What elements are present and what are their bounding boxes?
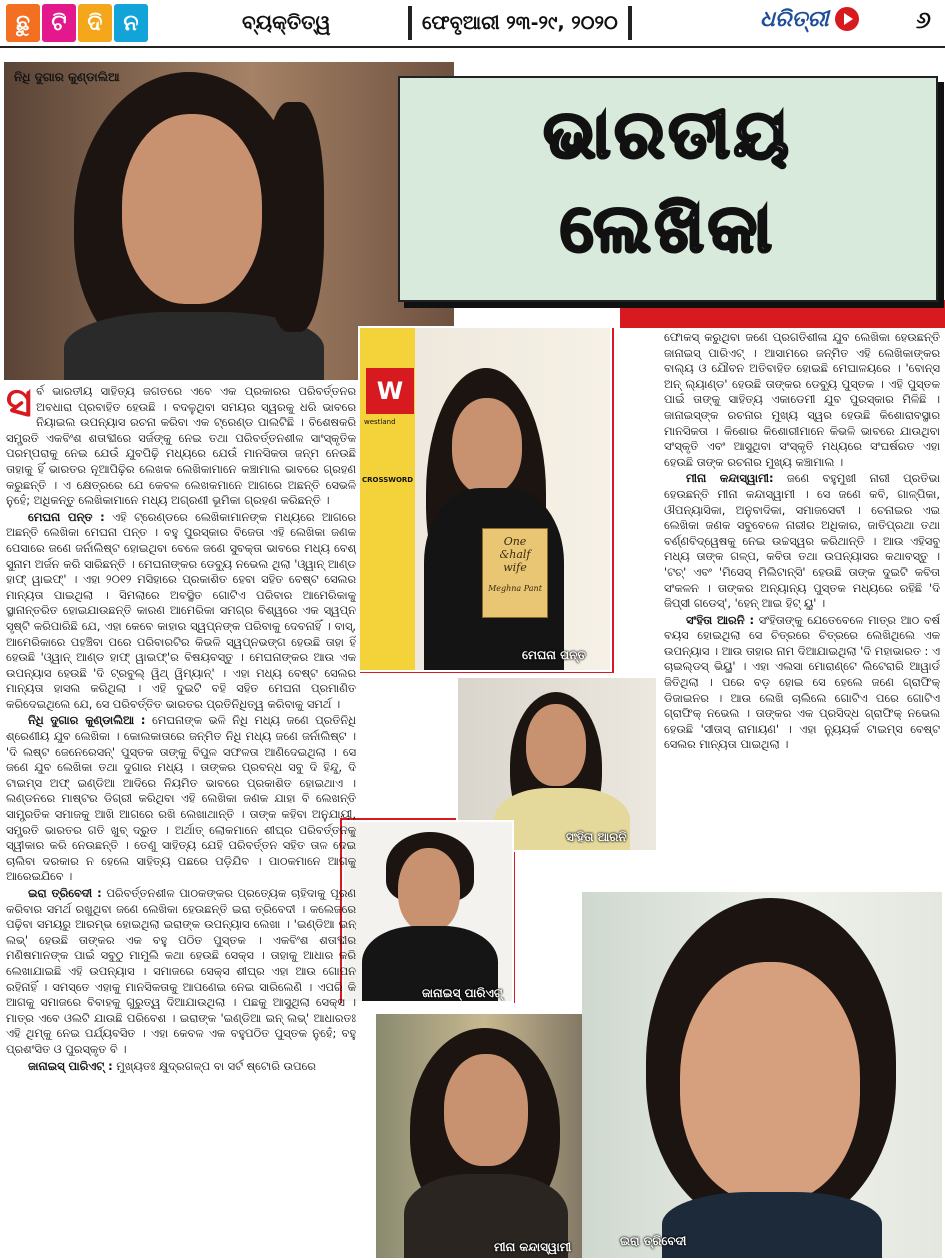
book-title-1: One: [503, 535, 527, 548]
photo-ira: [582, 892, 942, 1258]
samhita-text: ସଂହିତାଙ୍କୁ ଯେତେବେଳେ ମାତ୍ର ଆଠ ବର୍ଷ ବୟସ ହୋଇଥିଲା ସେ ଚିତ୍ରରେ ଚିତ୍ରରେ ଲେଖିଥିଲେ ଏକ ଉପନ୍ୟାସ । ଆଉ ତାହାର ନାମ ଦିଆଯାଇଥିଲା 'ଦି ମହାଭାରତ : ଏ ଚାଇଲ୍ଡସ୍ ଭିୟୁ' । ଏହା ଏଲସା ମୋରାଣ୍ଟେ ଲିଟେରାରି ଆୱାର୍ଡ ଜିତିଥିଲା । ପରେ ବଡ଼ ହୋଇ ସେ ହେଲେ ଜଣେ ଗ୍ରାଫିକ୍ ଡିଜାଇନର । ଆଉ ଲେଖି ଚାଲିଲେ ଗୋଟିଏ ପରେ ଗୋଟିଏ ଗ୍ରାଫିକ୍ ନଭେଲ । ତାଙ୍କର ଏକ ପ୍ରସିଦ୍ଧ ଗ୍ରାଫିକ୍ ନଭେଲ ହେଉଛି 'ସୀତାସ୍ ରାମାୟଣ' । ଏହା ନ୍ୟୁୟର୍କ ଟାଇମ୍ସ ବେଷ୍ଟ ସେଲର ମାନ୍ୟତା ପାଇଥିଲା ।: [664, 612, 940, 752]
meena-paragraph: [664, 471, 940, 611]
section-brand: [6, 4, 148, 42]
publisher-logo: W: [366, 368, 414, 414]
photo-caption-samhita: ସଂହିତା ଆରନି: [566, 830, 627, 844]
intro-text: ର୍ବ ଭାରତୀୟ ସାହିତ୍ୟ ଜଗତରେ ଏବେ ଏକ ପ୍ରକାରର ପରିବର୍ତ୍ତନର ଅବଧାରା ପ୍ରବାହିତ ହେଉଛି । ବଦଳୁଥିବା ସମୟର ସ୍ୱରକୁ ଧରି ଭାବରେ ନିୟାଇଲ ଉପନ୍ୟାସ ରଚନା କରିବା ଏକ ଟ୍ରେଣ୍ଡ ପାଲଟିଛି । ବିଶେଷକରି ସମ୍ପ୍ରତି ଏକବିଂଶ ଶତାବ୍ଦୀରେ ସର୍ଜଙ୍କୁ ନେଇ ତଥା ପରିବର୍ତ୍ତନଶୀଳ ସାଂସ୍କୃତିକ ପରମ୍ପରାକୁ ନେଇ ଯେଉଁ ଯୁବପିଢ଼ି ମଧ୍ୟରେ ଯେଉଁ ମାନସିକତା ଜନ୍ମ ନେଉଛି ତାହାକୁ ହିଁ ଭାରତର ନୂଆପିଢ଼ିର ଲେଖକ ଲେଖିକାମାନେ କଞ୍ଚାମାଲ ଭାବରେ ଗ୍ରହଣ କରୁଛନ୍ତି । ଏ କ୍ଷେତ୍ରରେ ଯେ କେବଳ ଲେଖକମାନେ ଆଗରେ ଅଛନ୍ତି ସେଭଳି ନୁହେଁ; ଅଧିକନ୍ତୁ ଲେଖିକାମାନେ ମଧ୍ୟ ଅଗ୍ରଣୀ ଭୂମିକା ଗ୍ରହଣ କରିଛନ୍ତି ।: [6, 384, 356, 508]
nidhi-heading: ନିଧି ଦୁଗାର କୁଣ୍ଡାଲିଆ :: [28, 713, 146, 728]
book-author: Meghna Pant: [488, 584, 542, 593]
article-left-column: [6, 384, 356, 1258]
photo-caption-meena: ମୀନା କନ୍ଦାସ୍ୱାମୀ: [494, 1240, 572, 1254]
nidhi-paragraph: [6, 713, 356, 885]
meena-text: ଜଣେ ବହୁମୁଖୀ ନାରୀ ପ୍ରତିଭା ହେଉଛନ୍ତି ମୀନା କନ୍ଦାସ୍ୱାମୀ । ସେ ଜଣେ କବି, ଗାଳ୍ପିକା, ଔପନ୍ୟାସିକା, ଅନୁବାଦିକା, ସମାଜସେବୀ । ଚେନାଇର ଏଇ ଲେଖିକା ଜଣକ ସବୁବେଳେ ନାରୀର ଅଧିକାର, ଜାତିପ୍ରଥା ତଥା ବର୍ଣ୍ଣବିଦ୍ୱେଷକୁ ନେଇ ଉଚ୍ଚସ୍ୱର କରିଥାନ୍ତି । ଆଉ ଏହିସବୁ ମଧ୍ୟ ତାଙ୍କ ଗଳ୍ପ, କବିତା ତଥା ଉପନ୍ୟାସର କଥାବସ୍ତୁ । 'ଟଚ୍' ଏବଂ 'ମିସେସ୍ ମିଲିଟାନ୍ସି' ହେଉଛି ତାଙ୍କ ଦୁଇଟି କବିତା ସଂକଳନ । ତାଙ୍କର ଅନ୍ୟାନ୍ୟ ପୁସ୍ତକ ମଧ୍ୟରେ ରହିଛି 'ଦି ଜିପ୍ସୀ ଗଡେସ୍', 'ହେନ୍ ଆଇ ହିଟ୍ ୟୁ' ।: [664, 471, 940, 611]
page-number: ୬: [915, 6, 931, 34]
brand-letter-4: ନ: [114, 4, 148, 42]
samhita-paragraph: [664, 613, 940, 753]
play-icon: [835, 7, 859, 31]
janice-paragraph: [6, 1059, 356, 1075]
title-line-1: ଭାରତୀୟ: [543, 96, 793, 173]
photo-meena: [376, 1014, 594, 1258]
title-red-band: [620, 300, 945, 328]
intro-paragraph: [6, 384, 356, 509]
section-title: ବ୍ୟକ୍ତିତ୍ୱ: [242, 10, 331, 34]
drop-cap: ସ: [6, 384, 33, 426]
janice-text: ମୁଖ୍ୟତଃ କ୍ଷୁଦ୍ରଗଳ୍ପ ବା ସର୍ଟ ଷ୍ଟୋରି ଉପରେ: [116, 1058, 316, 1073]
newspaper-name: ଧରିତ୍ରୀ: [760, 6, 829, 32]
brand-letter-1: ଛୁ: [6, 4, 40, 42]
photo-caption-ira: ଇରା ତ୍ରିବେଦୀ: [620, 1234, 687, 1248]
ira-heading: ଇରା ତ୍ରିବେଦୀ :: [28, 886, 102, 900]
page-header: [0, 0, 945, 48]
book-cover: [482, 528, 548, 618]
publisher-name: westland: [364, 418, 396, 426]
photo-caption-janice: ଜାନାଇସ୍ ପାରିଏଟ୍: [422, 986, 503, 1000]
ira-paragraph: [6, 886, 356, 1058]
janice-continued: ଫୋକସ୍ କରୁଥିବା ଜଣେ ପ୍ରଗତିଶୀଳା ଯୁବ ଲେଖିକା ହେଉଛନ୍ତି ଜାନାଇସ୍ ପାରିଏଟ୍ । ଆସାମରେ ଜନ୍ମିତ ଏହି ଲେଖିକାଙ୍କର ବାଲ୍ୟ ଓ ଯୌବନ ଅତିବାହିତ ହୋଇଛି ମେଘାଳୟରେ । 'ବୋନ୍ସ ଅନ୍ ଲ୍ୟାଣ୍ଡ' ହେଉଛି ତାଙ୍କର ଡେବ୍ୟୁ ପୁସ୍ତକ । ଏହି ପୁସ୍ତକ ପାଇଁ ତାଙ୍କୁ ସାହିତ୍ୟ ଏକାଡେମୀ ଯୁବ ପୁରସ୍କାର ମିଳିଛି । ଜାନାଇସ୍‌ଙ୍କ ରଚନାର ମୁଖ୍ୟ ସ୍ୱର ହେଉଛି କିଶୋରାବସ୍ଥାର ମାନସିକତା । କିଶୋର କିଶୋରୀମାନେ କିଭଳି ଭାବରେ ଯାଉଥିବା ସଂସ୍କୃତି ଏବଂ ଆସୁଥିବା ସଂସ୍କୃତି ମଧ୍ୟରେ ସଂଘର୍ଷରତ ଏହା ହେଉଛି ତାଙ୍କ ରଚନାର ମୁଖ୍ୟ କଞ୍ଚାମାଲ ।: [664, 330, 940, 469]
meghna-paragraph: [6, 510, 356, 713]
photo-janice: [342, 820, 514, 1003]
newspaper-logo: [760, 6, 859, 32]
nidhi-text: ମେଘନାଙ୍କ ଭଳି ନିଧି ମଧ୍ୟ ଜଣେ ପ୍ରତିନିଧି ଶ୍ରେଣୀୟ ଯୁବ ଲେଖିକା । କୋଲକାତାରେ ଜନ୍ମିତ ନିଧି ମଧ୍ୟ ଜଣେ ଜର୍ନାଲିଷ୍ଟ । 'ଦି ଲଷ୍ଟ ଜେନେରେସନ୍' ପୁସ୍ତକ ତାଙ୍କୁ ବିପୁଳ ସଫଳତା ଆଣିଦେଇଥିଲା । ସେ ଜଣେ ଯୁବ ଲେଖିକା ତଥା ଦୁଗାର ମଧ୍ୟ । ତାଙ୍କର ପ୍ରବନ୍ଧ ସବୁ ଦି ହିନ୍ଦୁ, ଦି ଟାଇମ୍ସ ଅଫ୍ ଇଣ୍ଡିଆ ଆଦିରେ ନିୟମିତ ଭାବରେ ପ୍ରକାଶିତ ହୋଇଥାଏ । ଲଣ୍ଡନରେ ମାଷ୍ଟର ଡିଗ୍ରୀ କରିଥିବା ଏହି ଲେଖିକା ଜଣକ ଯାହା ବି ଲେଖନ୍ତି ସାମ୍ପ୍ରତିକ ସମାଜକୁ ଆଖି ଆଗରେ ରଖି ଲେଖାଥାନ୍ତି । ତାଙ୍କ କହିବା ଅନୁଯାୟୀ, ସମ୍ପ୍ରତି ଭାରତର ଗତି ଖୁବ୍ ଦ୍ରୁତ । ଅର୍ଥାତ୍ ଲୋକମାନେ ଶୀଘ୍ର ପରିବର୍ତ୍ତନକୁ ସ୍ୱୀକାର କରି ନେଉଛନ୍ତି । ତେଣୁ ସାହିତ୍ୟ ଯେହି ପରିବର୍ତ୍ତନ ସହିତ ତାଳ ଦେଇ ଚାଲିବା ଦରକାର ନ ହେଲେ ସାହିତ୍ୟ ପଛରେ ପଡ଼ିଯିବ । ପାଠକମାନେ ଆଗକୁ ଆରେଇଯିବେ ।: [6, 713, 356, 884]
title-line-2: ଲେଖିକା: [560, 190, 776, 267]
store-name: CROSSWORD: [362, 476, 414, 484]
brand-letter-3: ଦି: [78, 4, 112, 42]
ira-text: ପରିବର୍ତ୍ତନଶୀଳ ପାଠକଙ୍କର ପ୍ରତ୍ୟେକ ଚାହିଦାକୁ ପୂରଣ କରିବାର ସମର୍ଥ ରଖୁଥିବା ଜଣେ ଲେଖିକା ହେଉଛନ୍ତି ଇରା ତ୍ରିବେଦୀ । କଲେଜରେ ପଢ଼ିବା ସମୟରୁ ଆରମ୍ଭ ହୋଇଥିଲା ଇରାଙ୍କ ଉପନ୍ୟାସ ଲେଖା । 'ଇଣ୍ଡିଆ ଇନ୍ ଲଭ୍' ହେଉଛି ତାଙ୍କର ଏକ ବହୁ ପଠିତ ପୁସ୍ତକ । ଏକବିଂଶ ଶତାବ୍ଦୀର ମଣିଷମାନଙ୍କ ପାଇଁ ସବୁଠୁ ମାମୁଲି କଥା ହେଉଛି ସେକ୍ସ । ତାହାକୁ ଆଧାର କରି ଲେଖାଯାଇଛି ଏହି ଉପନ୍ୟାସ । ସମାଜରେ ସେକ୍ସ ଶୀଘ୍ର ଏହା ଆଉ ଗୋପନ ରହିନାହିଁ । ସମସ୍ତେ ଏହାକୁ ମାନସିକତାକୁ ଆପଣେଇ ନେଇ ସାରିଲେଣି । ଏପରି କି ଆଗକୁ ସମାଜରେ ବିବାହକୁ ଗୁରୁତ୍ୱ ଦିଆଯାଉଥିଲା । ପଛକୁ ଆସୁଥିଲା ସେକ୍ସ । ମାତ୍ର ଏବେ ଓଲଟି ଯାଉଛି ପରିବେଶ । ଇରାଙ୍କ 'ଇଣ୍ଡିଆ ଇନ୍ ଲଭ୍' ଆଧାରତଃ ଏହି ଥିମ୍‌କୁ ନେଇ ପର୍ଯ୍ୟବସିତ । ଏହା କେବଳ ଏକ ବହୁପଠିତ ପୁସ୍ତକ ନୁହେଁ; ବହୁ ପ୍ରଶଂସିତ ଓ ପୁରସ୍କୃତ ବି ।: [6, 886, 356, 1056]
photo-meghna: [358, 326, 612, 672]
article-right-column: [664, 330, 940, 886]
photo-caption-nidhi: ନିଧି ଦୁଗାର କୁଣ୍ଡାଲିଆ: [14, 70, 120, 84]
meena-heading: ମୀନା କନ୍ଦାସ୍ୱାମୀ:: [686, 471, 774, 486]
brand-letter-2: ଟି: [42, 4, 76, 42]
photo-caption-meghna: ମେଘନା ପନ୍ତ: [522, 648, 586, 662]
meghna-heading: ମେଘନା ପନ୍ତ :: [28, 509, 105, 524]
meghna-text: ଏହି ଟ୍ରେଣ୍ଡରେ ଲେଖିକାମାନଙ୍କ ମଧ୍ୟରେ ଆଗରେ ଅଛନ୍ତି ଲେଖିକା ମେଘନା ପନ୍ତ । ବହୁ ପୁରସ୍କାର ବିଜେତା ଏହି ଲେଖିକା ଜଣକ ପେସାରେ ଜଣେ ଜର୍ନାଲିଷ୍ଟ ହୋଇଥିବା ବେଳେ ଜଣେ ସୁବକ୍ତା ଭାବରେ ମଧ୍ୟ ବେଶ୍ ସୁନାମ ଅର୍ଜନ କରି ସାରିଛନ୍ତି । ମେଘନାଙ୍କର ଡେବ୍ୟୁ ନଭେଲ ଥିଲା 'ଓ୍ୱାନ୍ ଆଣ୍ଡ ହାଫ୍ ୱାଇଫ୍' । ଏହା ୨୦୧୨ ମସିହାରେ ପ୍ରକାଶିତ ହେବା ସହିତ ବେଷ୍ଟ ସେଲର ମାନ୍ୟତା ପାଇଥିଲା । ସିମଲାରେ ଅବସ୍ଥିତ ଗୋଟିଏ ପରିବାର ଆମେରିକାକୁ ସ୍ଥାନାନ୍ତରିତ ହୋଇଯାଉଛନ୍ତି କାରଣ ଆମେରିକା ସମଗ୍ର ବିଶ୍ୱରେ ଏକ ସ୍ୱପ୍ନ ସୃଷ୍ଟି କରିପାରିଛି ଯେ, ଏହା କେବେ କାହାର ସ୍ୱପ୍ନଙ୍କ ପରିବାକୁ ଦେବନାହିଁ । ବାସ୍, ଆମେରିକାରେ ପହଞ୍ଚିବା ପରେ ପରିବାରଟିର କିଭଳି ସ୍ୱପ୍ନଭଙ୍ଗ ହେଉଛି ତାହା ହିଁ ହେଉଛି 'ଓ୍ୱାନ୍ ଆଣ୍ଡ ହାଫ୍ ୱାଇଫ୍'ର ବିଷୟବସ୍ତୁ । ମେଘନାଙ୍କର ଆଉ ଏକ ଉପନ୍ୟାସ ହେଉଛି 'ଦି ଟ୍ରବୁଲ୍ ୱିଥ୍ ୱିମ୍ୟାନ୍' । ଏହା ମଧ୍ୟ ବେଷ୍ଟ ସେଲର ମାନ୍ୟତା ହାସଲ କରିଥିଲା । ଏହି ଦୁଇଟି ବହି ସହିତ ମେଘନା ପ୍ରମାଣିତ କରିଦେଇଥିଲେ ଯେ, ସେ ପରିବର୍ତ୍ତିତ ଭାରତର ପ୍ରତିନିଧିତ୍ୱ କରିବାକୁ ସମର୍ଥ ।: [6, 509, 356, 711]
issue-date: ଫେବୃଆରୀ ୨୩-୨୯, ୨୦୨୦: [408, 6, 632, 40]
book-title-3: wife: [503, 561, 527, 574]
samhita-heading: ସଂହିତା ଆରନି :: [686, 612, 755, 627]
title-box: [398, 76, 938, 302]
janice-heading: ଜାନାଇସ୍ ପାରିଏଟ୍ :: [28, 1058, 113, 1073]
book-title-2: &half: [499, 548, 531, 561]
